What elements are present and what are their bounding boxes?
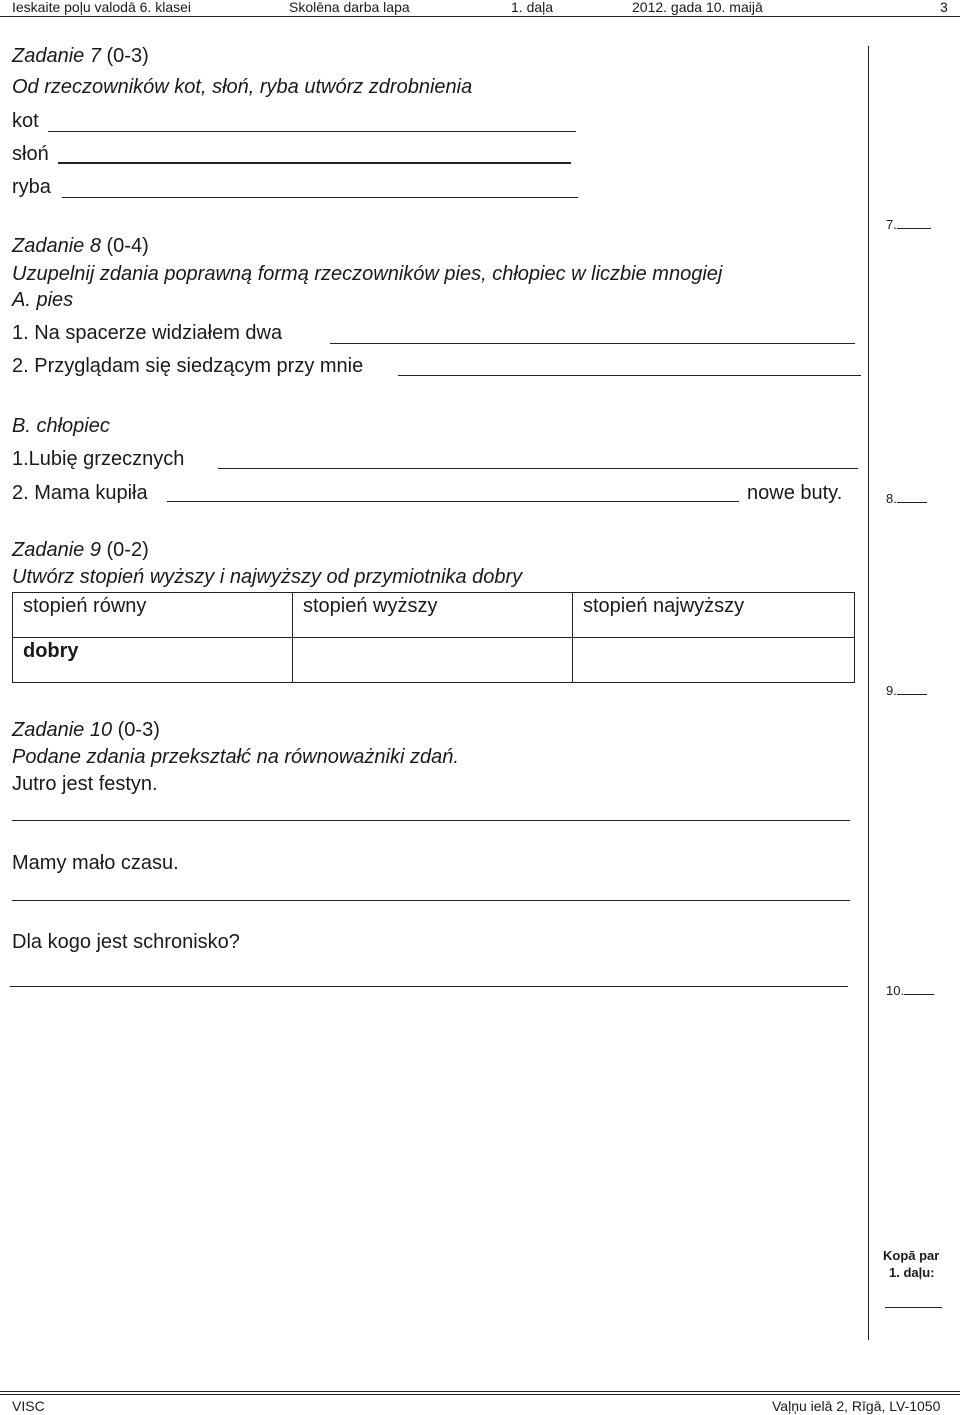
header-subject: Ieskaite poļu valodā 6. klasei <box>12 0 191 15</box>
task9-title-label: Zadanie 9 <box>12 539 101 561</box>
task10-answer-line-1[interactable] <box>12 820 850 821</box>
task8-a1: 1. Na spacerze widziałem dwa <box>12 322 283 344</box>
task10-answer-line-2[interactable] <box>12 900 850 901</box>
task7-item-kot: kot <box>12 110 39 132</box>
score-blank-8[interactable] <box>897 490 927 503</box>
score-blank-7[interactable] <box>897 216 931 229</box>
total-score-blank[interactable] <box>885 1307 942 1308</box>
score-label-10 <box>886 982 934 998</box>
task9-points: (0-2) <box>100 539 149 561</box>
task8-a1-answer-line[interactable] <box>330 343 855 344</box>
task7-title <box>12 44 149 68</box>
task8-title <box>12 234 149 258</box>
task9-instruction: Utwórz stopień wyższy i najwyższy od przymiotnika dobry <box>12 566 523 588</box>
task10-sentence-3: Dla kogo jest schronisko? <box>12 931 240 953</box>
task9-cell-base: dobry <box>13 638 293 683</box>
task10-instruction: Podane zdania przekształć na równoważniki zdań. <box>12 746 459 768</box>
task10-points: (0-3) <box>112 719 160 741</box>
footer-rule-bottom <box>0 1394 960 1395</box>
task7-points: (0-3) <box>100 45 149 67</box>
task9-title <box>12 538 149 562</box>
total-label-line1: Kopā par <box>883 1248 940 1263</box>
task7-item-ryba: ryba <box>12 176 51 198</box>
task7-answer-line-slon[interactable] <box>58 162 571 164</box>
score-label-10-text: 10. <box>886 983 905 998</box>
header-rule <box>0 16 960 17</box>
task9-header-superlative: stopień najwyższy <box>573 593 855 638</box>
task10-sentence-2: Mamy mało czasu. <box>12 852 179 874</box>
task10-answer-line-3[interactable] <box>10 986 848 987</box>
task10-title-label: Zadanie 10 <box>12 719 113 741</box>
task8-b2-end: nowe buty. <box>747 482 843 504</box>
task8-a2-answer-line[interactable] <box>398 375 861 376</box>
score-blank-9[interactable] <box>897 682 927 695</box>
task9-cell-superlative-answer[interactable] <box>573 638 855 683</box>
header-sheet-type: Skolēna darba lapa <box>289 0 410 15</box>
footer-rule-top <box>0 1391 960 1392</box>
task8-section-a: A. pies <box>12 289 74 311</box>
score-label-7-text: 7. <box>886 217 897 232</box>
task8-b2: 2. Mama kupiła <box>12 482 148 504</box>
score-blank-10[interactable] <box>904 982 934 995</box>
task10-sentence-1: Jutro jest festyn. <box>12 773 158 795</box>
task8-instruction: Uzupelnij zdania poprawną formą rzeczowników pies, chłopiec w liczbie mnogiej <box>12 263 723 285</box>
score-label-8 <box>886 490 927 506</box>
task8-b2-answer-line[interactable] <box>167 501 739 502</box>
task8-title-label: Zadanie 8 <box>12 235 101 257</box>
task7-instruction: Od rzeczowników kot, słoń, ryba utwórz zdrobnienia <box>12 76 473 98</box>
task7-item-slon: słoń <box>12 143 49 165</box>
task8-a2: 2. Przyglądam się siedzącym przy mnie <box>12 355 364 377</box>
task9-cell-comparative-answer[interactable] <box>293 638 573 683</box>
footer-org: VISC <box>12 1398 45 1414</box>
task7-title-label: Zadanie 7 <box>12 45 101 67</box>
header-date: 2012. gada 10. maijā <box>632 0 763 15</box>
task7-answer-line-kot[interactable] <box>48 131 576 132</box>
score-label-9 <box>886 682 927 698</box>
task8-section-b: B. chłopiec <box>12 415 110 437</box>
score-margin-line <box>868 46 869 1340</box>
task9-degree-table <box>12 592 855 683</box>
task7-answer-line-ryba[interactable] <box>62 197 578 198</box>
task9-header-equal: stopień równy <box>13 593 293 638</box>
task8-points: (0-4) <box>100 235 149 257</box>
task9-header-comparative: stopień wyższy <box>293 593 573 638</box>
task8-b1-answer-line[interactable] <box>218 468 858 469</box>
score-label-7 <box>886 216 931 232</box>
footer-address: Vaļņu ielā 2, Rīgā, LV-1050 <box>772 1398 941 1414</box>
task10-title <box>12 718 160 742</box>
total-label-line2: 1. daļu: <box>889 1265 935 1280</box>
task8-b1: 1.Lubię grzecznych <box>12 448 185 470</box>
header-page-number: 3 <box>940 0 948 15</box>
score-label-9-text: 9. <box>886 683 897 698</box>
score-label-8-text: 8. <box>886 491 897 506</box>
header-part: 1. daļa <box>511 0 554 15</box>
